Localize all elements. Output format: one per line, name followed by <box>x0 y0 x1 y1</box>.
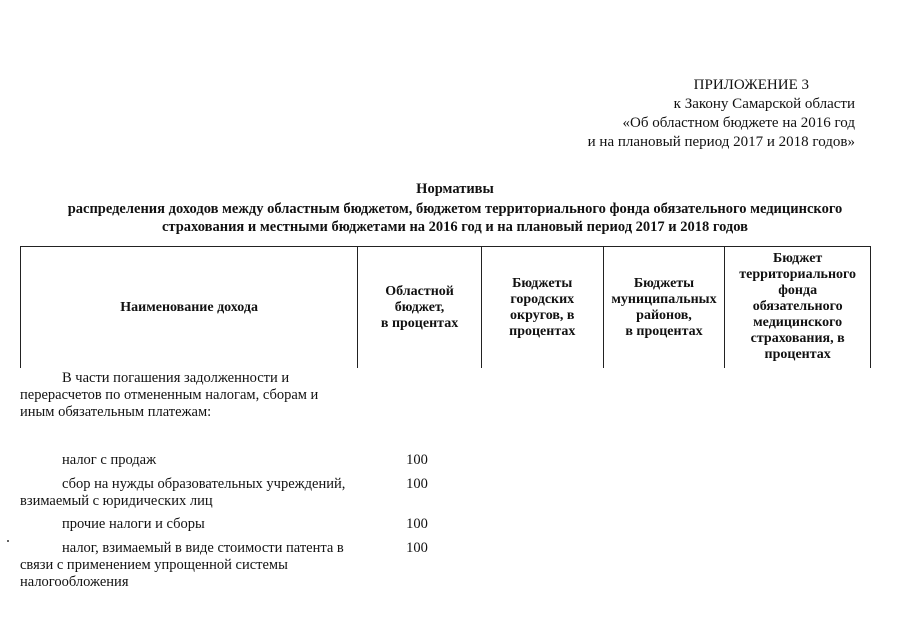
document-heading <box>20 180 890 236</box>
regional-percent: 100 <box>406 540 428 556</box>
table-row <box>20 476 871 516</box>
header-label: Бюджеты муниципальных районов, в процентах <box>611 275 717 339</box>
table-header <box>20 246 871 368</box>
header-label: Бюджет территориального фонда обязательного медицинского страхования, в процентах <box>739 251 857 362</box>
header-cell-municipal-districts <box>604 247 726 368</box>
appendix-line: «Об областном бюджете на 2016 год <box>622 115 855 131</box>
appendix-line: к Закону Самарской области <box>673 96 855 112</box>
table-body <box>20 370 871 600</box>
regional-percent: 100 <box>406 452 428 468</box>
header-label: Наименование дохода <box>120 299 258 315</box>
income-name: прочие налоги и сборы <box>62 516 205 532</box>
table-row <box>20 516 871 540</box>
income-name: налог с продаж <box>62 452 157 468</box>
header-cell-regional-budget <box>358 247 482 368</box>
regional-percent: 100 <box>406 476 428 492</box>
appendix-block <box>588 76 855 152</box>
income-name: налог, взимаемый в виде стоимости патента в связи с применением упрощенной системы налогообложения <box>20 540 344 590</box>
heading-line: страхования и местными бюджетами на 2016 год и на плановый период 2017 и 2018 годов <box>162 219 748 235</box>
header-label: Областной бюджет, в процентах <box>380 283 459 331</box>
heading-title: Нормативы <box>416 181 494 197</box>
table-row <box>20 452 871 476</box>
row-intro-text: В части погашения задолженности и перерасчетов по отмененным налогам, сборам и иным обязательным платежам: <box>20 370 319 420</box>
header-label: Бюджеты городских округов, в процентах <box>509 275 576 339</box>
appendix-title: ПРИЛОЖЕНИЕ 3 <box>693 77 809 93</box>
heading-line: распределения доходов между областным бюджетом, бюджетом территориального фонда обязательного медицинского <box>67 201 843 217</box>
header-cell-income-name <box>21 247 358 368</box>
income-name: сбор на нужды образовательных учреждений, взимаемый с юридических лиц <box>20 476 346 509</box>
header-cell-health-insurance-fund <box>725 247 870 368</box>
table-row <box>20 540 871 600</box>
scan-speck <box>7 540 9 542</box>
appendix-line: и на плановый период 2017 и 2018 годов» <box>587 134 855 150</box>
header-cell-city-districts <box>482 247 604 368</box>
regional-percent: 100 <box>406 516 428 532</box>
table-row-intro <box>20 370 871 452</box>
